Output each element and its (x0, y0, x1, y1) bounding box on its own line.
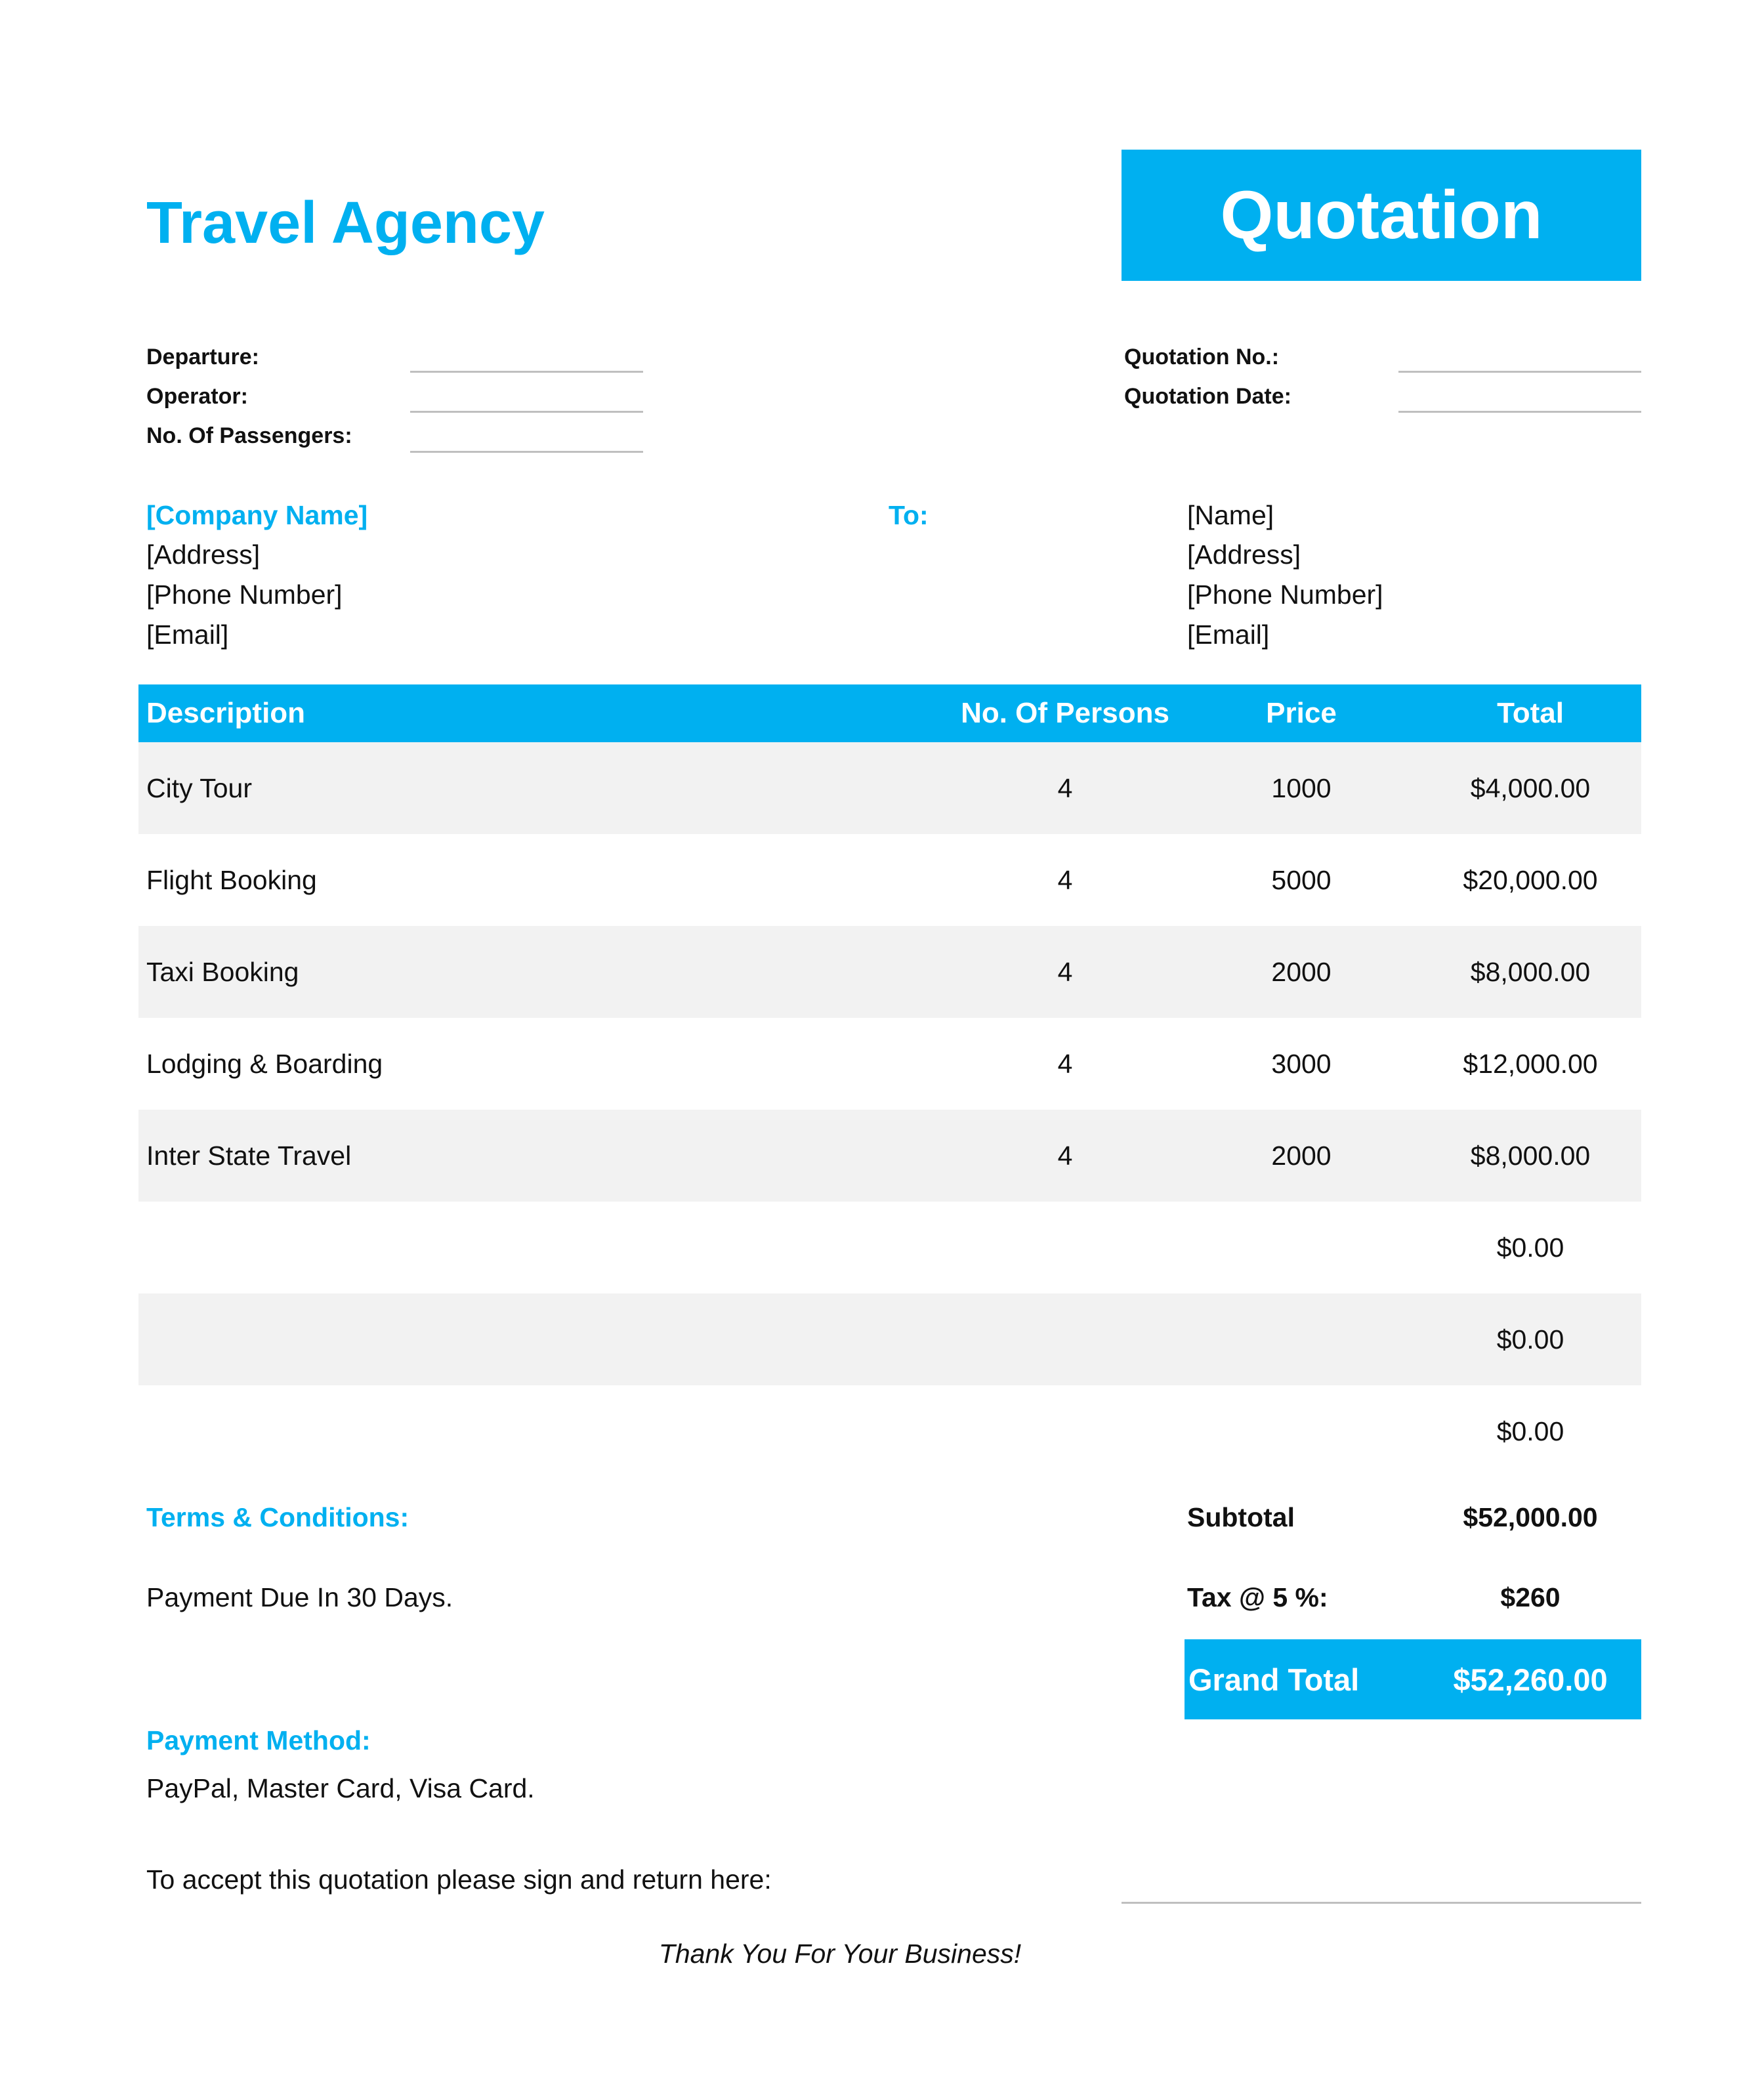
subtotal-label: Subtotal (1187, 1502, 1295, 1532)
header-description: Description (146, 697, 306, 729)
row-price: 2000 (1271, 956, 1332, 987)
quotation-banner (1122, 150, 1641, 281)
passengers-field[interactable] (410, 451, 643, 453)
row-description: City Tour (146, 772, 253, 803)
departure-field[interactable] (410, 371, 643, 373)
row-total: $8,000.00 (1470, 1140, 1591, 1171)
row-persons: 4 (1057, 772, 1073, 803)
grand-total-label: Grand Total (1188, 1662, 1360, 1697)
row-persons: 4 (1057, 1048, 1073, 1079)
terms-text: Payment Due In 30 Days. (146, 1582, 453, 1612)
quotation-date-label: Quotation Date: (1124, 384, 1291, 409)
row-total: $20,000.00 (1463, 864, 1598, 895)
row-total: $8,000.00 (1470, 956, 1591, 987)
items-table (138, 684, 1641, 1477)
row-price: 2000 (1271, 1140, 1332, 1171)
row-description: Taxi Booking (146, 956, 299, 987)
company-address: [Address] (146, 539, 261, 570)
to-email: [Email] (1187, 620, 1270, 650)
row-price: 3000 (1271, 1048, 1332, 1079)
operator-label: Operator: (146, 384, 248, 409)
to-phone: [Phone Number] (1187, 579, 1383, 610)
grand-total-box (1185, 1639, 1641, 1719)
to-label: To: (889, 500, 929, 530)
header-persons: No. Of Persons (961, 697, 1169, 729)
thank-you-note: Thank You For Your Business! (658, 1939, 1022, 1969)
payment-heading: Payment Method: (146, 1725, 371, 1755)
signature-line[interactable] (1122, 1902, 1641, 1904)
header-price: Price (1266, 697, 1337, 729)
row-persons: 4 (1057, 864, 1073, 895)
table-row (138, 926, 1641, 1018)
terms-heading: Terms & Conditions: (146, 1502, 409, 1532)
to-address: [Address] (1187, 539, 1301, 570)
row-total: $0.00 (1496, 1416, 1564, 1446)
company-phone: [Phone Number] (146, 579, 343, 610)
table-row (138, 1202, 1641, 1293)
row-total: $0.00 (1496, 1232, 1564, 1263)
table-header (138, 684, 1641, 742)
row-total: $12,000.00 (1463, 1048, 1598, 1079)
row-total: $0.00 (1496, 1324, 1564, 1354)
row-description: Inter State Travel (146, 1140, 352, 1171)
departure-label: Departure: (146, 345, 259, 369)
passengers-label: No. Of Passengers: (146, 423, 352, 448)
table-row (138, 1018, 1641, 1110)
row-total: $4,000.00 (1470, 772, 1591, 803)
header-total: Total (1497, 697, 1564, 729)
row-description: Lodging & Boarding (146, 1048, 383, 1079)
row-persons: 4 (1057, 956, 1073, 987)
subtotal-value: $52,000.00 (1463, 1502, 1598, 1532)
operator-field[interactable] (410, 411, 643, 413)
page-title: Travel Agency (146, 190, 545, 256)
accept-text: To accept this quotation please sign and return here: (146, 1864, 772, 1895)
company-name: [Company Name] (146, 500, 368, 530)
tax-label: Tax @ 5 %: (1187, 1582, 1328, 1612)
table-row (138, 1110, 1641, 1202)
row-price: 5000 (1271, 864, 1332, 895)
table-row (138, 1385, 1641, 1477)
quotation-no-field[interactable] (1398, 371, 1641, 373)
row-persons: 4 (1057, 1140, 1073, 1171)
tax-value: $260 (1500, 1582, 1561, 1612)
row-description: Flight Booking (146, 864, 317, 895)
table-row (138, 742, 1641, 834)
row-price: 1000 (1271, 772, 1332, 803)
company-email: [Email] (146, 620, 229, 650)
quotation-date-field[interactable] (1398, 411, 1641, 413)
quotation-heading: Quotation (1220, 177, 1543, 253)
to-name: [Name] (1187, 500, 1274, 530)
table-row (138, 1293, 1641, 1385)
grand-total-value: $52,260.00 (1453, 1662, 1608, 1697)
quotation-no-label: Quotation No.: (1124, 345, 1280, 369)
table-row (138, 834, 1641, 926)
payment-text: PayPal, Master Card, Visa Card. (146, 1773, 535, 1803)
